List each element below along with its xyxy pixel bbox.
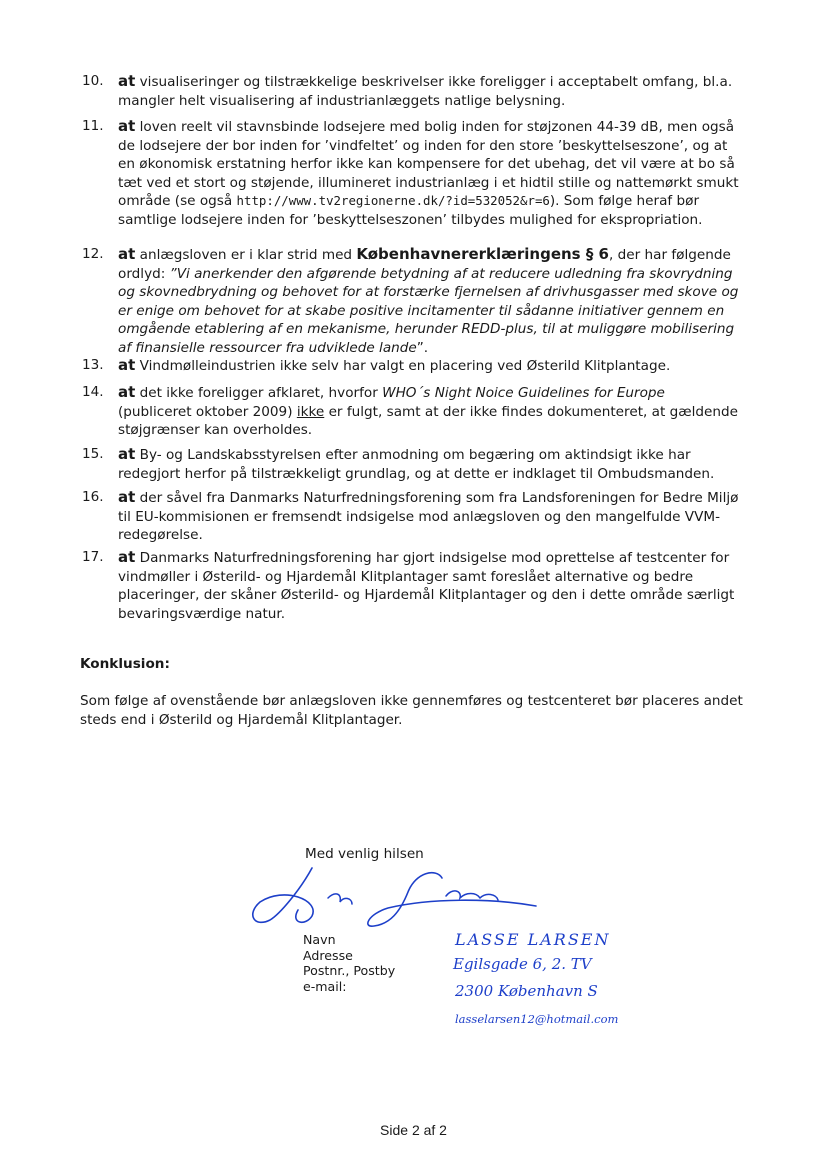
declaration-title: Københavnererklæringens § 6: [356, 245, 609, 263]
item-number: 15.: [82, 446, 104, 462]
conclusion-text: Som følge af ovenstående bør anlægsloven ikke gennemføres og testcenteret bør placeres andet steds end i Østerild og Hjardemål Klitplantager.: [80, 693, 743, 728]
list-item-13: [82, 356, 742, 376]
item-body: der såvel fra Danmarks Naturfredningsforening som fra Landsforeningen for Bedre Miljø til EU-kommisionen er fremsendt indsigelse mod anlægsloven og den mangelfulde VVM-redegørelse.: [118, 490, 739, 544]
list-item-17: [82, 548, 742, 623]
at-keyword: at: [118, 445, 136, 463]
item-text: [118, 72, 742, 110]
item-number: 17.: [82, 549, 104, 565]
list-item-12: [82, 245, 742, 358]
signature-fields: [303, 932, 395, 994]
item-body-end: er fulgt, samt at der ikke findes dokumenteret, at gældende støjgrænser kan overholdes.: [118, 403, 738, 439]
guideline-title: WHO´s Night Noice Guidelines for Europe: [382, 385, 665, 401]
list-item-15: [82, 445, 742, 483]
item-body-mid: (publiceret oktober 2009): [118, 403, 297, 420]
item-text: [118, 117, 742, 230]
label-name: Navn: [303, 932, 336, 947]
item-body: Vindmølleindustrien ikke selv har valgt en placering ved Østerild Klitplantage.: [135, 358, 671, 374]
at-keyword: at: [118, 245, 136, 263]
item-body: By- og Landskabsstyrelsen efter anmodning om begæring om aktindsigt ikke har redegjort herfor på tilstrækkeligt grundlag, og at dette er indklaget til Ombudsmanden.: [118, 447, 715, 482]
at-keyword: at: [118, 356, 136, 374]
at-keyword: at: [118, 383, 136, 401]
item-text: [118, 356, 742, 376]
label-postal: Postnr., Postby: [303, 963, 396, 978]
item-body: loven reelt vil stavnsbinde lodsejere med bolig inden for støjzonen 44-39 dB, men også de lodsejere der bor inden for ’vindfeltet’ og inden for den store ’beskyttelseszone’, og at en økonomisk erstatning herfor ikke kan kompensere for det ubehag, det vil være at bo så tæt ved et stort og støjende, illumineret industrianlæg i et hidtil stille og nattemørkt smukt område (se også: [118, 119, 739, 210]
handwritten-name: LASSE LARSEN: [455, 930, 611, 949]
list-item-11: [82, 117, 742, 230]
handwritten-email: lasselarsen12@hotmail.com: [455, 1012, 619, 1026]
at-keyword: at: [118, 117, 136, 135]
item-number: 11.: [82, 118, 104, 134]
underlined-word: ikke: [296, 403, 325, 420]
item-text: [118, 445, 742, 483]
page-footer: Side 2 af 2: [380, 1122, 447, 1138]
list-item-16: [82, 488, 742, 545]
list-item-10: [82, 72, 742, 110]
item-number: 13.: [82, 357, 104, 373]
item-number: 12.: [82, 246, 104, 262]
conclusion-heading: Konklusion:: [80, 656, 170, 672]
item-body-end: ”.: [416, 339, 429, 356]
item-number: 16.: [82, 489, 104, 505]
handwritten-postal: 2300 København S: [455, 982, 598, 1000]
item-number: 14.: [82, 384, 104, 400]
item-body-end: ). Som følge heraf bør samtlige lodsejere inden for ’beskyttelseszonen’ tilbydes mulighed for ekspropriation.: [118, 193, 703, 228]
item-body: det ikke foreligger afklaret, hvorfor: [135, 385, 383, 401]
closing-greeting: Med venlig hilsen: [305, 846, 424, 862]
quoted-text: ”Vi anerkender den afgørende betydning af at reducere udledning fra skovrydning og skovnedbrydning og behovet for at forstærke fjernelsen af drivhusgasser med skove og er enige om behovet for at skabe positive incitamenter til sådanne initiativer gennem en omgående etablering af en mekanisme, herunder REDD-plus, til at muliggøre mobilisering af finansielle ressourcer fra udviklede lande: [118, 265, 739, 356]
item-text: [118, 488, 742, 545]
at-keyword: at: [118, 72, 136, 90]
label-email: e-mail:: [303, 978, 347, 994]
item-body: Danmarks Naturfredningsforening har gjort indsigelse mod oprettelse af testcenter for vindmøller i Østerild- og Hjardemål Klitplantager samt foreslået alternative og bedre placeringer, der skåner Østerild- og Hjardemål Klitplantager og den i dette område særligt bevaringsværdige natur.: [118, 550, 735, 622]
item-body: visualiseringer og tilstrækkelige beskrivelser ikke foreligger i acceptabelt omfang, bl.a. mangler helt visualisering af industrianlæggets natlige belysning.: [118, 74, 733, 109]
list-item-14: [82, 383, 742, 440]
item-text: [118, 383, 742, 440]
tv2-link[interactable]: http://www.tv2regionerne.dk/?id=532052&r=6: [236, 193, 550, 209]
at-keyword: at: [118, 548, 136, 566]
handwritten-address: Egilsgade 6, 2. TV: [453, 955, 592, 973]
item-text: [118, 245, 742, 358]
item-body: anlægsloven er i klar strid med: [135, 247, 357, 263]
label-address: Adresse: [303, 947, 353, 963]
item-text: [118, 548, 742, 623]
item-number: 10.: [82, 73, 104, 89]
at-keyword: at: [118, 488, 136, 506]
item-body-mid: , der har følgende ordlyd:: [118, 247, 731, 282]
